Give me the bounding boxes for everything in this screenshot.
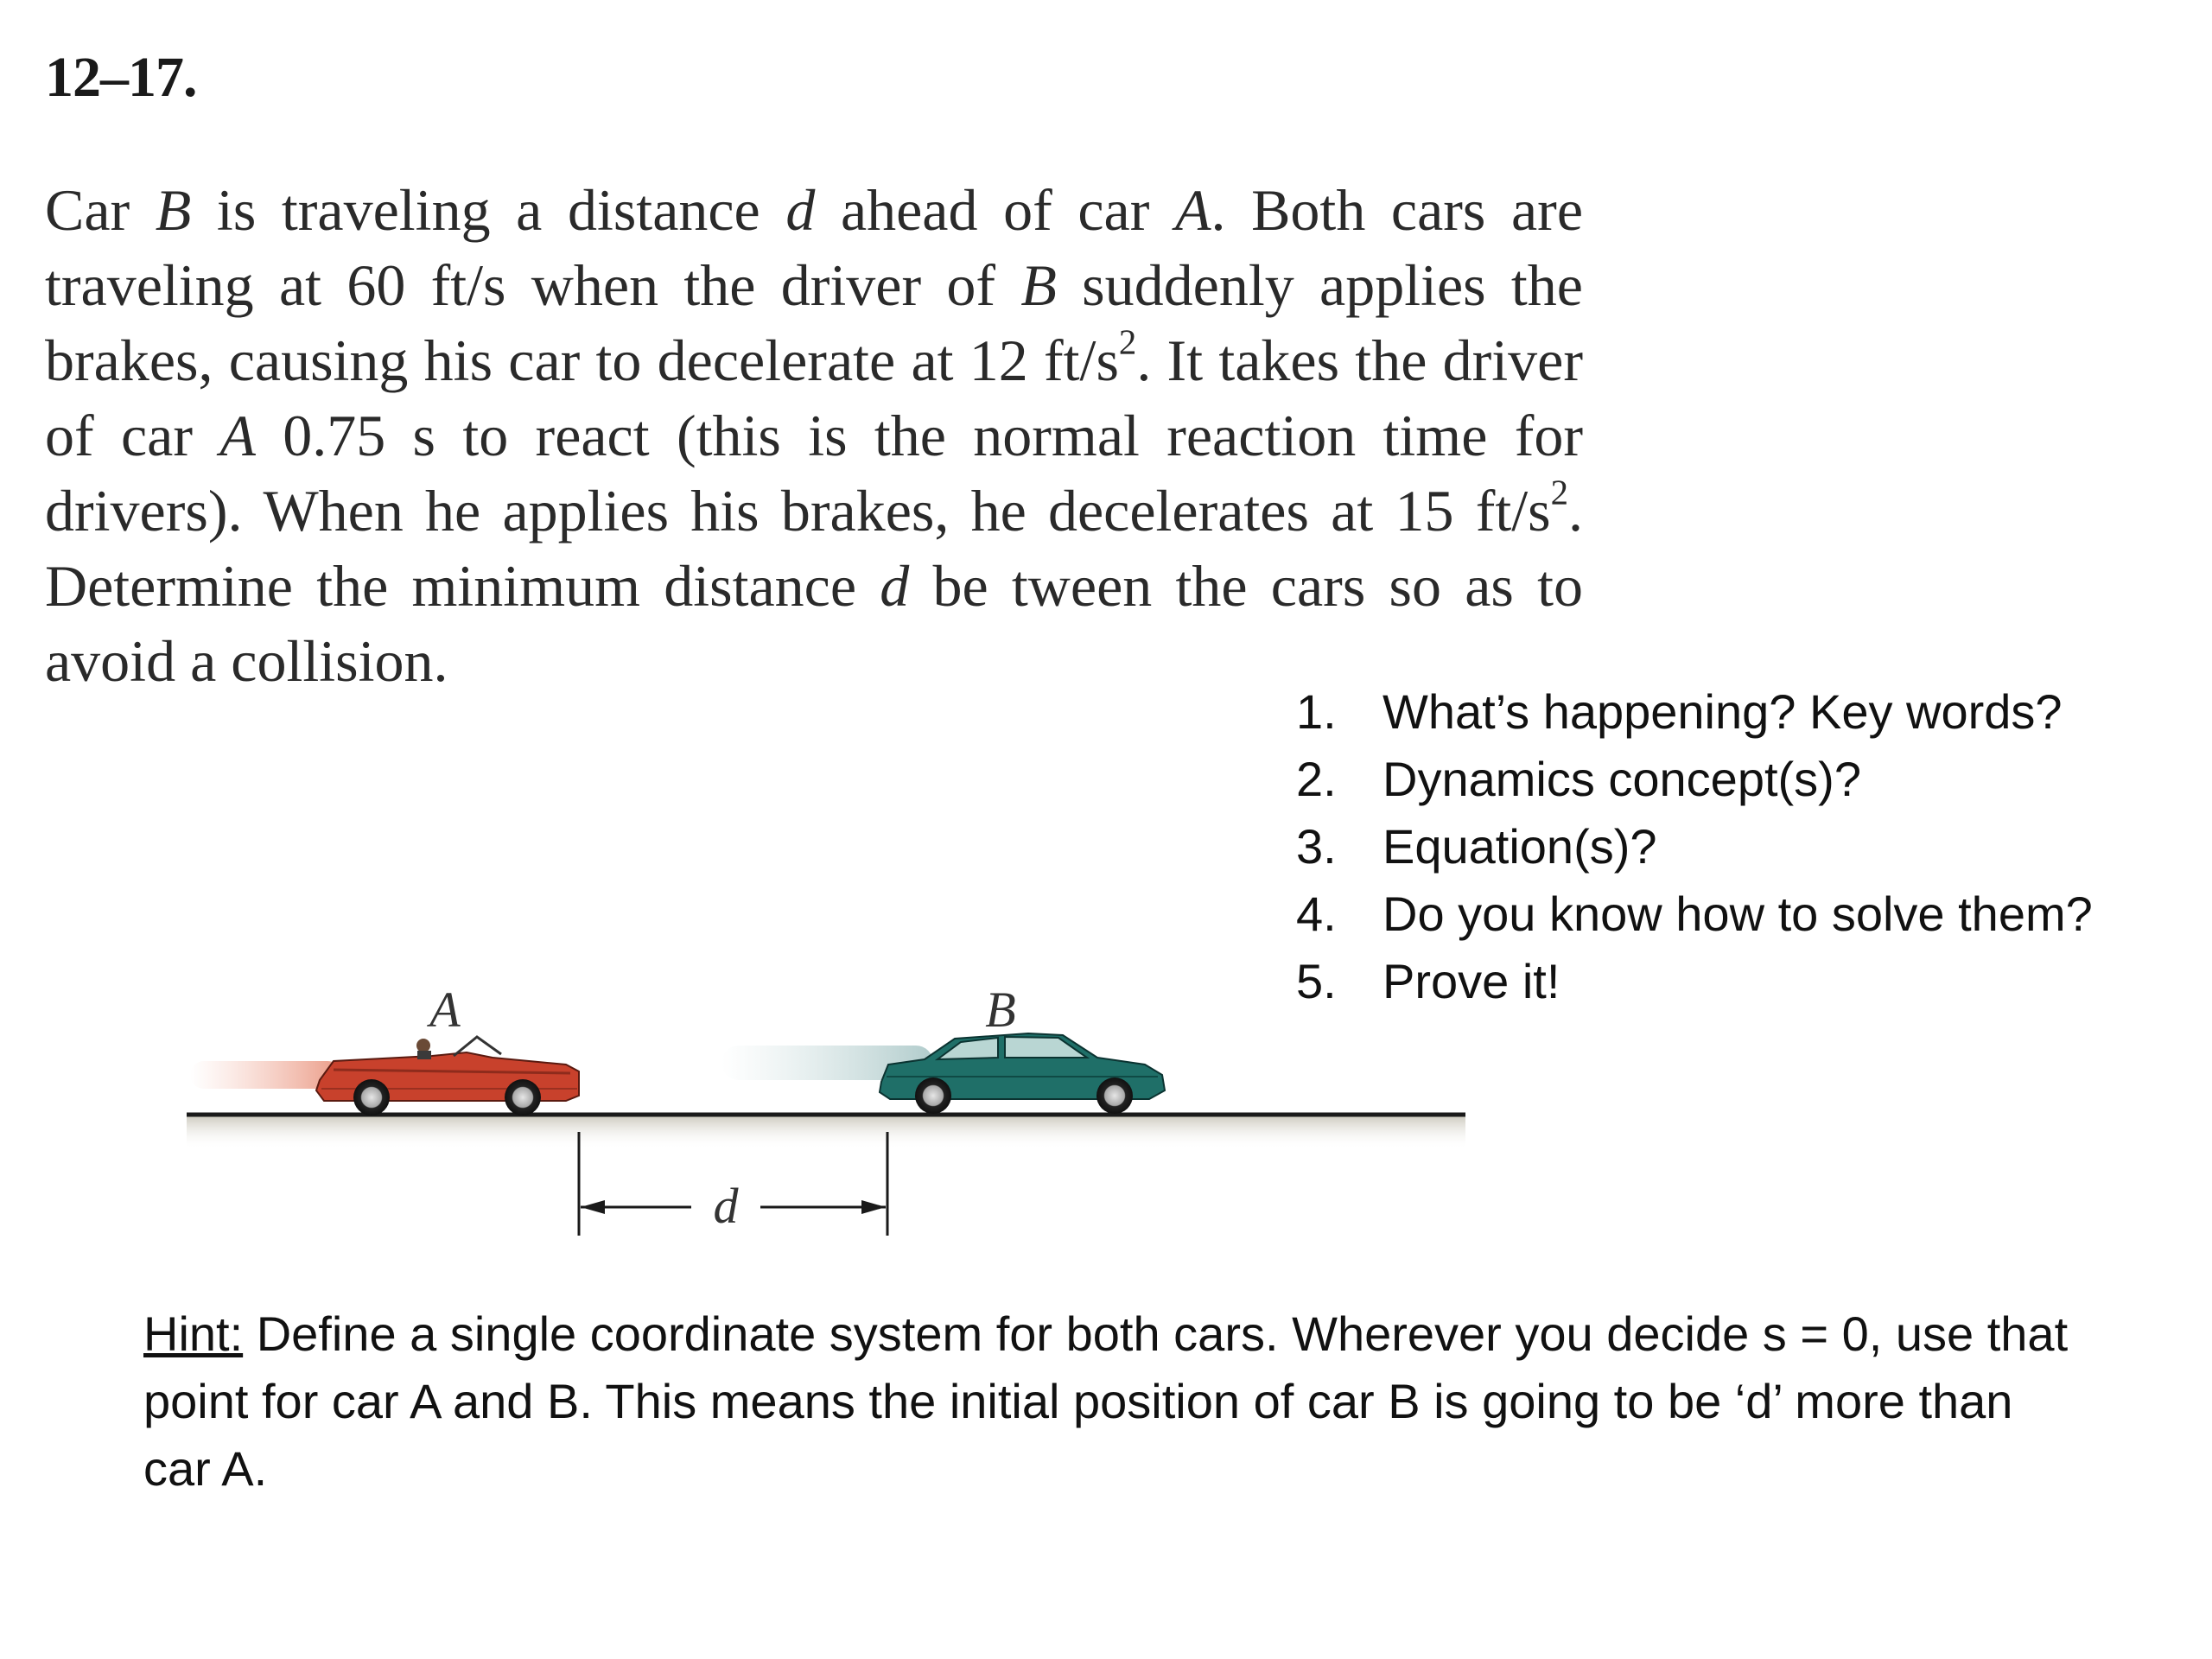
question-item: 1. What’s happening? Key words? bbox=[1296, 684, 2063, 739]
hint-paragraph bbox=[143, 1300, 2088, 1503]
question-item: 2. Dynamics concept(s)? bbox=[1296, 752, 1861, 806]
problem-statement: Car B is traveling a distance d ahead of car A. Both cars are traveling at 60 ft/s when the driver of B suddenly applies the brakes, causing his car to decelerate at 12 $ft/s^2$. It takes the driver of car A 0.75 s to react (this is the normal reaction time for drivers). When he applies his brakes, he decelerates at 15 $ft/s^2$. Determine the minimum distance d be tween the cars so as to avoid a collision. bbox=[45, 177, 1584, 694]
car-b-label: B bbox=[985, 982, 1016, 1038]
problem-number: 12–17. bbox=[45, 46, 197, 109]
question-item: 5. Prove it! bbox=[1296, 954, 1560, 1008]
two-cars-figure bbox=[173, 950, 1486, 1262]
question-item: 4. Do you know how to solve them? bbox=[1296, 887, 2093, 941]
car-a bbox=[316, 1037, 579, 1116]
hint-label: Hint: bbox=[143, 1306, 244, 1361]
hint-text: Define a single coordinate system for both cars. Wherever you decide s = 0, use that point for car A and B. This means the initial position of car B is going to be ‘d’ more than car A. bbox=[143, 1306, 2069, 1496]
car-a-label: A bbox=[429, 982, 461, 1038]
car-b bbox=[880, 1033, 1165, 1114]
distance-d-label: d bbox=[713, 1178, 739, 1234]
road-shading bbox=[187, 1115, 1465, 1149]
question-item: 3. Equation(s)? bbox=[1296, 819, 1657, 874]
